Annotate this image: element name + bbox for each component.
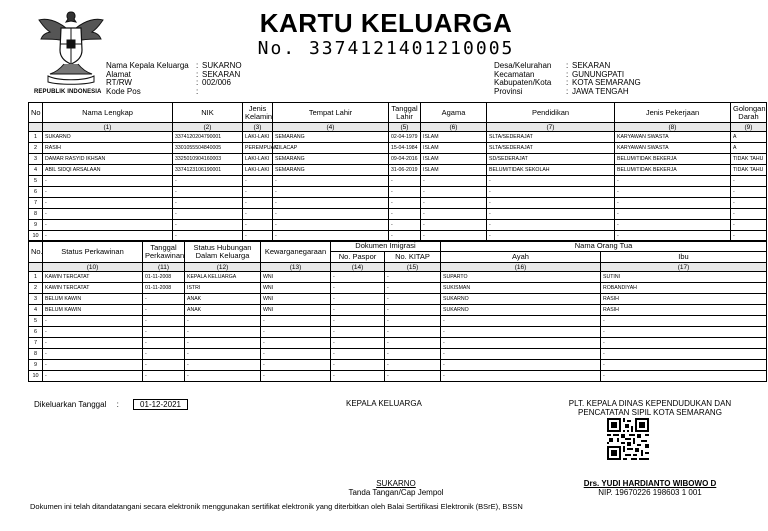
table-cell: - [173, 187, 243, 198]
table-row [29, 220, 767, 231]
table-cell: - [331, 316, 385, 327]
table-cell: BELUM KAWIN [43, 305, 143, 316]
table-cell: - [331, 283, 385, 294]
col-header: No. KITAP [385, 252, 441, 263]
table-cell: TIDAK TAHU [731, 154, 767, 165]
table-cell: 1 [29, 272, 43, 283]
emblem-caption: REPUBLIK INDONESIA [34, 89, 102, 95]
column-index [29, 263, 43, 272]
table-row [29, 316, 767, 327]
col-header: Status Hubungan Dalam Keluarga [185, 241, 261, 263]
col-header: Tanggal Perkawinan [143, 241, 185, 263]
column-index: (16) [441, 263, 601, 272]
table-cell: - [421, 187, 487, 198]
table-cell: - [615, 231, 731, 242]
table-cell: - [185, 371, 261, 382]
table-cell: - [601, 371, 767, 382]
table-cell: - [389, 198, 421, 209]
table-cell: ISLAM [421, 154, 487, 165]
table-cell: ANAK [185, 305, 261, 316]
issued-separator: : [116, 400, 119, 409]
table-cell: - [261, 316, 331, 327]
info-value: KOTA SEMARANG [572, 78, 641, 87]
table-cell: - [389, 209, 421, 220]
table-cell: - [385, 283, 441, 294]
table-cell: - [487, 198, 615, 209]
table-cell: - [421, 220, 487, 231]
table-cell: WNI [261, 294, 331, 305]
table-cell: 1 [29, 132, 43, 143]
official-name: Drs. YUDI HARDIANTO WIBOWO D [583, 479, 717, 488]
column-index: (11) [143, 263, 185, 272]
official-title-line1: PLT. KEPALA DINAS KEPENDUDUKAN DAN [568, 399, 732, 408]
table-cell: 4 [29, 165, 43, 176]
info-label: Nama Kepala Keluarga [106, 61, 189, 70]
table-cell: - [421, 176, 487, 187]
table-cell: 10 [29, 371, 43, 382]
table-cell: - [273, 187, 389, 198]
table-row [29, 176, 767, 187]
col-header: Pendidikan [487, 103, 615, 123]
table-row [29, 327, 767, 338]
table-cell: - [43, 220, 173, 231]
table-cell: 4 [29, 305, 43, 316]
column-index: (4) [273, 123, 389, 132]
column-index: (3) [243, 123, 273, 132]
table-cell: - [143, 360, 185, 371]
table-cell: 8 [29, 209, 43, 220]
table-cell: ROBANDIYAH [601, 283, 767, 294]
table-cell: - [731, 198, 767, 209]
table-cell: SLTA/SEDERAJAT [487, 143, 615, 154]
table-cell: - [731, 220, 767, 231]
table-cell: ISLAM [421, 132, 487, 143]
col-header: Ayah [441, 252, 601, 263]
issued-label: Dikeluarkan Tanggal [34, 400, 107, 409]
info-label: Provinsi [494, 86, 523, 96]
col-header: Ibu [601, 252, 767, 263]
column-index: (13) [261, 263, 331, 272]
table-cell: - [331, 305, 385, 316]
table-cell: - [487, 220, 615, 231]
table-row [29, 294, 767, 305]
table-cell: KAWIN TERCATAT [43, 283, 143, 294]
table-cell: - [441, 349, 601, 360]
table-cell: LAKI-LAKI [243, 154, 273, 165]
column-index: (6) [421, 123, 487, 132]
table-cell: - [601, 360, 767, 371]
col-header: Jenis Pekerjaan [615, 103, 731, 123]
table-cell: - [389, 231, 421, 242]
table-cell: WNI [261, 305, 331, 316]
table-cell: ABIL SIDQI ARSALAAN [43, 165, 173, 176]
table-cell: - [421, 209, 487, 220]
table-cell: - [385, 371, 441, 382]
table-cell: - [731, 187, 767, 198]
table-cell: - [487, 187, 615, 198]
table-cell: ANAK [185, 294, 261, 305]
table-row [29, 209, 767, 220]
table-cell: ISTRI [185, 283, 261, 294]
table-row [29, 349, 767, 360]
table-cell: - [385, 349, 441, 360]
table-cell: 02-04-1979 [389, 132, 421, 143]
table-cell: 7 [29, 338, 43, 349]
table-cell: SUPARTO [441, 272, 601, 283]
col-header: Tanggal Lahir [389, 103, 421, 123]
table-cell: - [173, 231, 243, 242]
column-index: (8) [615, 123, 731, 132]
column-index-row [29, 263, 767, 272]
table-cell: 3374123106190001 [173, 165, 243, 176]
table-cell: - [601, 338, 767, 349]
kepala-keluarga-label: KEPALA KELUARGA [346, 399, 422, 408]
col-header: No. [29, 241, 43, 263]
table-cell: - [615, 176, 731, 187]
table-cell: 3 [29, 294, 43, 305]
table-cell: 09-04-2016 [389, 154, 421, 165]
table-cell: - [615, 187, 731, 198]
table-cell: - [331, 327, 385, 338]
table-cell: - [273, 209, 389, 220]
table-cell: 9 [29, 360, 43, 371]
table-cell: ISLAM [421, 143, 487, 154]
col-header: NIK [173, 103, 243, 123]
table-cell: - [185, 360, 261, 371]
info-label: Kabupaten/Kota [494, 78, 552, 87]
table-cell: - [389, 176, 421, 187]
table-cell: - [601, 349, 767, 360]
document-title: KARTU KELUARGA [259, 8, 513, 38]
col-header: Status Perkawinan [43, 241, 143, 263]
col-header: Nama Lengkap [43, 103, 173, 123]
info-value: 002/006 [202, 78, 231, 87]
column-index: (5) [389, 123, 421, 132]
issued-date: 01-12-2021 [133, 399, 188, 410]
table-cell: KARYAWAN SWASTA [615, 143, 731, 154]
table-cell: BELUM KAWIN [43, 294, 143, 305]
table-cell: - [43, 176, 173, 187]
table-cell: 01-11-2008 [143, 283, 185, 294]
column-index: (17) [601, 263, 767, 272]
table-cell: - [173, 198, 243, 209]
table-cell: RASIH [601, 305, 767, 316]
column-index: (2) [173, 123, 243, 132]
issued-date-row [34, 399, 188, 410]
table-cell: CILACAP [273, 143, 389, 154]
table-cell: - [243, 176, 273, 187]
table-cell: KAWIN TERCATAT [43, 272, 143, 283]
table-cell: - [385, 305, 441, 316]
table-cell: - [385, 338, 441, 349]
table-cell: 2 [29, 283, 43, 294]
household-info-left: Nama Kepala Keluarga : SUKARNO Alamat : SEKARAN RT/RW : 002/006 Kode Pos : [106, 61, 242, 96]
table-cell: - [601, 327, 767, 338]
table-cell: BELUM/TIDAK BEKERJA [615, 154, 731, 165]
table-cell: - [385, 294, 441, 305]
table-cell: - [331, 349, 385, 360]
official-title-line2: PENCATATAN SIPIL KOTA SEMARANG [578, 408, 722, 417]
table-cell: - [173, 209, 243, 220]
table-row [29, 154, 767, 165]
table-cell: - [441, 360, 601, 371]
table-cell: - [331, 371, 385, 382]
table-cell: - [441, 327, 601, 338]
table-cell: - [273, 231, 389, 242]
document-number: No. 3374121401210005 [257, 38, 515, 59]
table-cell: - [185, 338, 261, 349]
table-cell: - [615, 209, 731, 220]
table-cell: - [243, 209, 273, 220]
table-cell: - [43, 209, 173, 220]
table-cell: - [43, 360, 143, 371]
col-header: Tempat Lahir [273, 103, 389, 123]
table-cell: SD/SEDERAJAT [487, 154, 615, 165]
table-row [29, 338, 767, 349]
table-cell: - [143, 349, 185, 360]
table-cell: SUKARNO [43, 132, 173, 143]
table-cell: - [331, 338, 385, 349]
electronic-signature-note: Dokumen ini telah ditandatangani secara elektronik menggunakan sertifikat elektronik yang diterbitkan oleh Balai Sertifikasi Elektronik (BSrE), BSSN [30, 502, 523, 511]
info-value: SEKARAN [202, 69, 241, 79]
column-index: (12) [185, 263, 261, 272]
table-cell: - [261, 360, 331, 371]
table-cell: - [601, 316, 767, 327]
table-cell: SEMARANG [273, 154, 389, 165]
table-cell: BELUM/TIDAK BEKERJA [615, 165, 731, 176]
table-cell: - [731, 176, 767, 187]
column-index: (14) [331, 263, 385, 272]
table-cell: RASIH [43, 143, 173, 154]
table-cell: A [731, 143, 767, 154]
table-cell: 15-04-1984 [389, 143, 421, 154]
table-cell: - [385, 327, 441, 338]
info-label: Kecamatan [494, 69, 535, 79]
table-cell: - [261, 371, 331, 382]
table-cell: - [487, 231, 615, 242]
info-label: Kode Pos [106, 86, 141, 96]
table-cell: - [243, 231, 273, 242]
info-label: RT/RW [106, 78, 132, 87]
table-cell: LAKI-LAKI [243, 165, 273, 176]
table-cell: 6 [29, 327, 43, 338]
col-header: Jenis Kelamin [243, 103, 273, 123]
table-row [29, 283, 767, 294]
table-cell: TIDAK TAHU [731, 165, 767, 176]
table-cell: - [441, 371, 601, 382]
table-cell: - [243, 220, 273, 231]
info-label: Alamat [106, 69, 131, 79]
table-cell: - [173, 176, 243, 187]
table-cell: - [385, 316, 441, 327]
table-cell: - [43, 198, 173, 209]
table-cell: 5 [29, 176, 43, 187]
table-cell: SEMARANG [273, 165, 389, 176]
table-cell: - [243, 198, 273, 209]
table-cell: 8 [29, 349, 43, 360]
table-cell: WNI [261, 283, 331, 294]
table-row [29, 305, 767, 316]
info-value: SUKARNO [202, 61, 242, 70]
table-cell: SUTINI [601, 272, 767, 283]
column-index: (15) [385, 263, 441, 272]
table-row [29, 165, 767, 176]
table-cell: - [185, 349, 261, 360]
table-cell: - [331, 360, 385, 371]
table-cell: - [173, 220, 243, 231]
table-cell: - [143, 371, 185, 382]
table-row [29, 198, 767, 209]
household-info-right: Desa/Kelurahan : SEKARAN Kecamatan : GUNUNGPATI Kabupaten/Kota : KOTA SEMARANG Provinsi : JAWA TENGAH [494, 61, 641, 96]
table-cell: - [615, 198, 731, 209]
table-cell: 3325010904160003 [173, 154, 243, 165]
table-cell: A [731, 132, 767, 143]
column-index: (10) [43, 263, 143, 272]
table-cell: WNI [261, 272, 331, 283]
table-row [29, 187, 767, 198]
table-cell: 6 [29, 187, 43, 198]
table-cell: LAKI-LAKI [243, 132, 273, 143]
info-value: SEKARAN [572, 61, 611, 70]
table-cell: SUKARNO [441, 305, 601, 316]
table-cell: - [385, 272, 441, 283]
table-cell: - [243, 187, 273, 198]
table-cell: - [43, 327, 143, 338]
table-cell: 7 [29, 198, 43, 209]
table-row [29, 360, 767, 371]
table-row [29, 132, 767, 143]
col-header: No [29, 103, 43, 123]
table-cell: - [273, 198, 389, 209]
col-header: Kewarganegaraan [261, 241, 331, 263]
table-cell: BELUM/TIDAK SEKOLAH [487, 165, 615, 176]
col-header: Nama Orang Tua [441, 241, 767, 252]
table-cell: 3 [29, 154, 43, 165]
table-cell: 5 [29, 316, 43, 327]
garuda-emblem-icon [36, 6, 106, 86]
table-cell: - [143, 294, 185, 305]
column-index [29, 123, 43, 132]
table-row [29, 143, 767, 154]
table-cell: - [487, 176, 615, 187]
table-row [29, 272, 767, 283]
table-cell: - [261, 338, 331, 349]
table-cell: - [731, 231, 767, 242]
table-cell: 10 [29, 231, 43, 242]
qr-code-icon [607, 418, 649, 460]
table-cell: - [487, 209, 615, 220]
kepala-keluarga-sign-caption: Tanda Tangan/Cap Jempol [348, 488, 444, 497]
table-cell: - [331, 272, 385, 283]
table-cell: - [331, 294, 385, 305]
table-cell: SUKISMAN [441, 283, 601, 294]
table-row [29, 371, 767, 382]
table-cell: ISLAM [421, 165, 487, 176]
table-cell: - [43, 231, 173, 242]
table-cell: SUKARNO [441, 294, 601, 305]
kepala-keluarga-name: SUKARNO [376, 479, 416, 488]
table-cell: - [261, 327, 331, 338]
table-cell: - [261, 349, 331, 360]
column-index-row [29, 123, 767, 132]
table-cell: - [143, 316, 185, 327]
table-cell: 3374120204790001 [173, 132, 243, 143]
table-cell: - [273, 176, 389, 187]
table-cell: 01-11-2008 [143, 272, 185, 283]
col-header: No. Paspor [331, 252, 385, 263]
table-cell: - [389, 187, 421, 198]
table-cell: - [615, 220, 731, 231]
family-status-table [28, 240, 767, 382]
table-cell: DAMAR RASYID IKHSAN [43, 154, 173, 165]
table-cell: - [143, 338, 185, 349]
table-cell: - [421, 198, 487, 209]
table-cell: - [385, 360, 441, 371]
table-cell: - [185, 316, 261, 327]
table-cell: - [731, 209, 767, 220]
info-value: JAWA TENGAH [572, 86, 629, 96]
table-cell: - [43, 349, 143, 360]
table-cell: - [43, 187, 173, 198]
table-cell: 31-06-2019 [389, 165, 421, 176]
table-cell: - [421, 231, 487, 242]
col-header: Dokumen Imigrasi [331, 241, 441, 252]
table-cell: - [185, 327, 261, 338]
official-nip: NIP. 19670226 198603 1 001 [598, 488, 702, 497]
table-cell: SLTA/SEDERAJAT [487, 132, 615, 143]
col-header: Golongan Darah [731, 103, 767, 123]
table-cell: PEREMPUAN [243, 143, 273, 154]
family-members-table [28, 102, 767, 242]
table-cell: - [43, 338, 143, 349]
table-cell: - [273, 220, 389, 231]
table-cell: RASIH [601, 294, 767, 305]
column-index: (1) [43, 123, 173, 132]
info-value: GUNUNGPATI [572, 69, 625, 79]
table-cell: - [143, 327, 185, 338]
column-index: (7) [487, 123, 615, 132]
table-cell: KEPALA KELUARGA [185, 272, 261, 283]
table-cell: - [441, 316, 601, 327]
info-label: Desa/Kelurahan [494, 61, 552, 70]
table-cell: KARYAWAN SWASTA [615, 132, 731, 143]
table-cell: - [43, 316, 143, 327]
table-cell: - [389, 220, 421, 231]
table-cell: - [143, 305, 185, 316]
table-cell: 9 [29, 220, 43, 231]
column-index: (9) [731, 123, 767, 132]
col-header: Agama [421, 103, 487, 123]
table-cell: - [43, 371, 143, 382]
table-cell: SEMARANG [273, 132, 389, 143]
table-cell: - [441, 338, 601, 349]
table-cell: 3301055504840005 [173, 143, 243, 154]
table-cell: 2 [29, 143, 43, 154]
